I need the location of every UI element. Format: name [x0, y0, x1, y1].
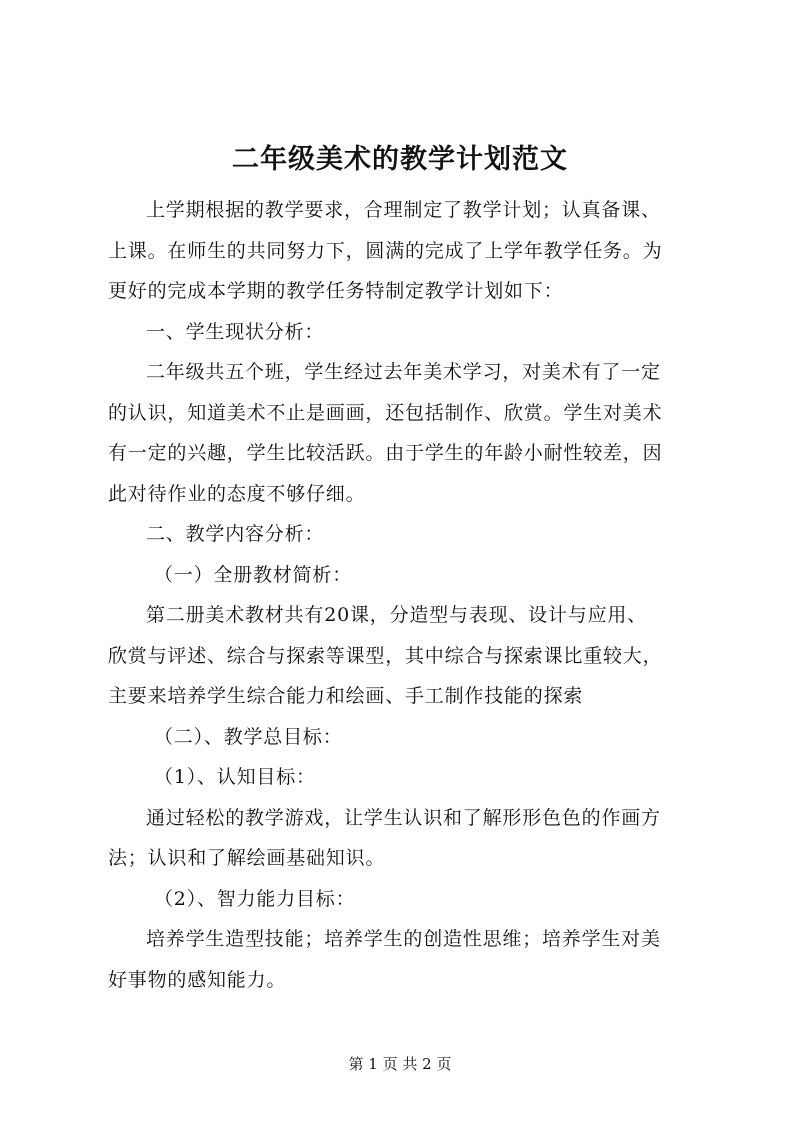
- section-heading: 二、教学内容分析：: [146, 523, 325, 545]
- subsection-heading: （二）、教学总目标：: [154, 725, 343, 748]
- section-heading: 一、学生现状分析：: [146, 320, 325, 343]
- paragraph-line: 主要来培养学生综合能力和绘画、手工制作技能的探索: [108, 685, 584, 707]
- paragraph-line: 好事物的感知能力。: [108, 968, 287, 991]
- document-body: [108, 190, 718, 1000]
- paragraph-line: 法；认识和了解绘画基础知识。: [108, 847, 386, 869]
- paragraph-line: 二年级共五个班，学生经过去年美术学习，对美术有了一定: [146, 361, 661, 383]
- document-title: 二年级美术的教学计划范文: [232, 144, 568, 175]
- paragraph-line: 此对待作业的态度不够仔细。: [108, 482, 366, 505]
- subsection-heading: （1）、认知目标：: [154, 766, 316, 788]
- paragraph-line: 通过轻松的教学游戏，让学生认识和了解形形色色的作画方: [146, 806, 661, 829]
- paragraph-line: 的认识，知道美术不止是画画，还包括制作、欣赏。学生对美术: [108, 401, 663, 424]
- paragraph-line: 有一定的兴趣，学生比较活跃。由于学生的年龄小耐性较差，因: [108, 442, 663, 464]
- paragraph-line: 更好的完成本学期的教学任务特制定教学计划如下：: [108, 280, 564, 302]
- paragraph-line: 上课。在师生的共同努力下，圆满的完成了上学年教学任务。为: [108, 239, 663, 262]
- subsection-heading: （2）、智力能力目标：: [154, 887, 356, 910]
- page-number-footer: 第 1 页 共 2 页: [348, 1055, 452, 1073]
- paragraph-line: 上学期根据的教学要求，合理制定了教学计划；认真备课、: [146, 199, 661, 221]
- paragraph-line: 培养学生造型技能；培养学生的创造性思维；培养学生对美: [146, 928, 661, 950]
- paragraph-line: 欣赏与评述、综合与探索等课型，其中综合与探索课比重较大，: [108, 644, 663, 667]
- subsection-heading: （一）全册教材简析：: [154, 563, 353, 586]
- paragraph-line: 第二册美术教材共有20课，分造型与表现、设计与应用、: [146, 604, 647, 626]
